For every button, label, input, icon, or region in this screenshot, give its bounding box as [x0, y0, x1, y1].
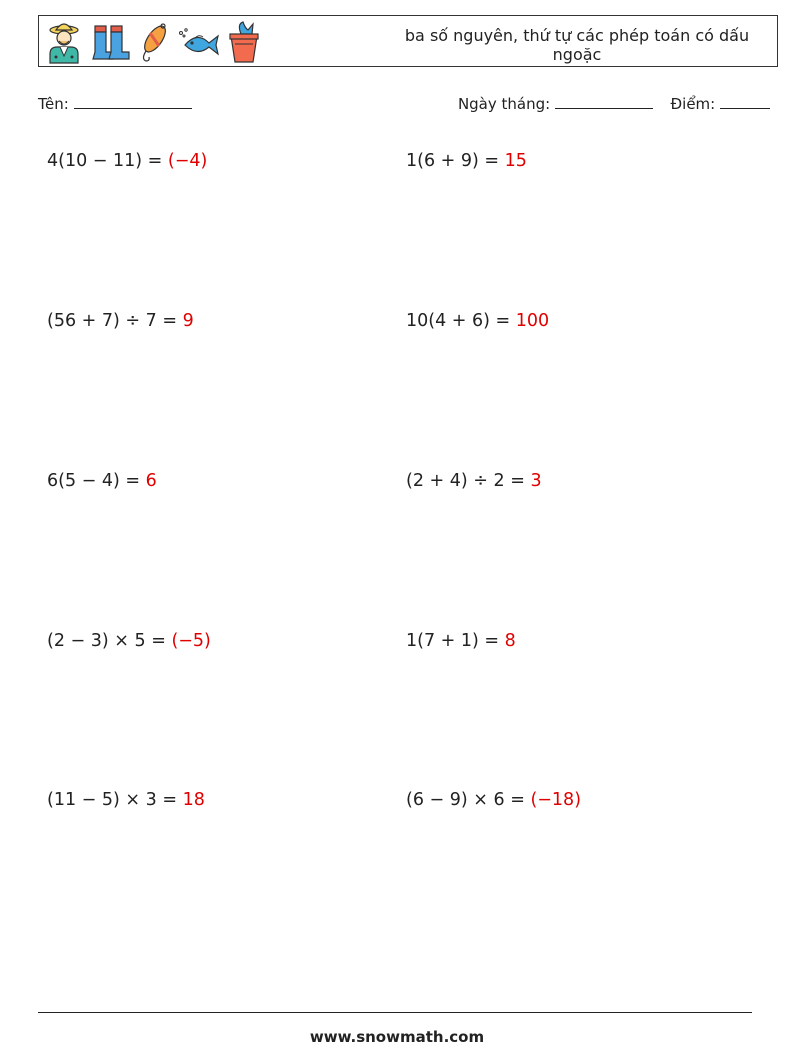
problem-answer: (−18) — [530, 790, 582, 810]
problem-expression: 6(5 − 4) = — [47, 471, 146, 491]
fishing-lure-icon — [137, 21, 171, 63]
problem-2 — [406, 151, 527, 171]
footer-divider — [38, 1012, 752, 1013]
name-field — [38, 94, 192, 113]
worksheet-header — [38, 15, 778, 67]
fish-bucket-icon — [227, 20, 261, 64]
problem-answer: 15 — [504, 151, 527, 171]
date-score-fields — [458, 94, 770, 113]
problem-6 — [406, 471, 542, 491]
problem-9 — [47, 790, 205, 810]
problem-7 — [47, 631, 211, 651]
problem-expression: 4(10 − 11) = — [47, 151, 168, 171]
date-blank-line — [555, 94, 653, 109]
header-icons — [45, 19, 261, 65]
name-label: Tên: — [38, 95, 69, 113]
problem-answer: 100 — [515, 311, 550, 331]
problem-answer: 6 — [145, 471, 157, 491]
score-blank-line — [720, 94, 770, 109]
problem-1 — [47, 151, 207, 171]
name-blank-line — [74, 94, 192, 109]
problem-4 — [406, 311, 549, 331]
problem-answer: 8 — [504, 631, 516, 651]
footer-url[interactable]: www.snowmath.com — [309, 1028, 485, 1046]
score-label: Điểm: — [670, 95, 716, 113]
fisherman-icon — [45, 20, 83, 64]
problem-answer: (−5) — [171, 631, 211, 651]
problem-8 — [406, 631, 516, 651]
problem-expression: (56 + 7) ÷ 7 = — [47, 311, 183, 331]
problem-10 — [406, 790, 581, 810]
boots-icon — [89, 22, 131, 62]
date-label: Ngày tháng: — [457, 95, 551, 113]
fish-icon — [177, 25, 221, 59]
problem-answer: 9 — [182, 311, 194, 331]
problem-5 — [47, 471, 157, 491]
problem-3 — [47, 311, 194, 331]
problem-expression: (6 − 9) × 6 = — [406, 790, 531, 810]
problem-answer: (−4) — [167, 151, 208, 171]
problem-expression: 1(6 + 9) = — [406, 151, 505, 171]
problem-answer: 3 — [530, 471, 542, 491]
problem-expression: 10(4 + 6) = — [406, 311, 516, 331]
worksheet-title: ba số nguyên, thứ tự các phép toán có dấu ngoặc — [404, 26, 750, 64]
problem-expression: 1(7 + 1) = — [406, 631, 505, 651]
problem-expression: (2 − 3) × 5 = — [47, 631, 172, 651]
problem-expression: (11 − 5) × 3 = — [47, 790, 183, 810]
problem-answer: 18 — [182, 790, 205, 810]
problem-expression: (2 + 4) ÷ 2 = — [406, 471, 531, 491]
